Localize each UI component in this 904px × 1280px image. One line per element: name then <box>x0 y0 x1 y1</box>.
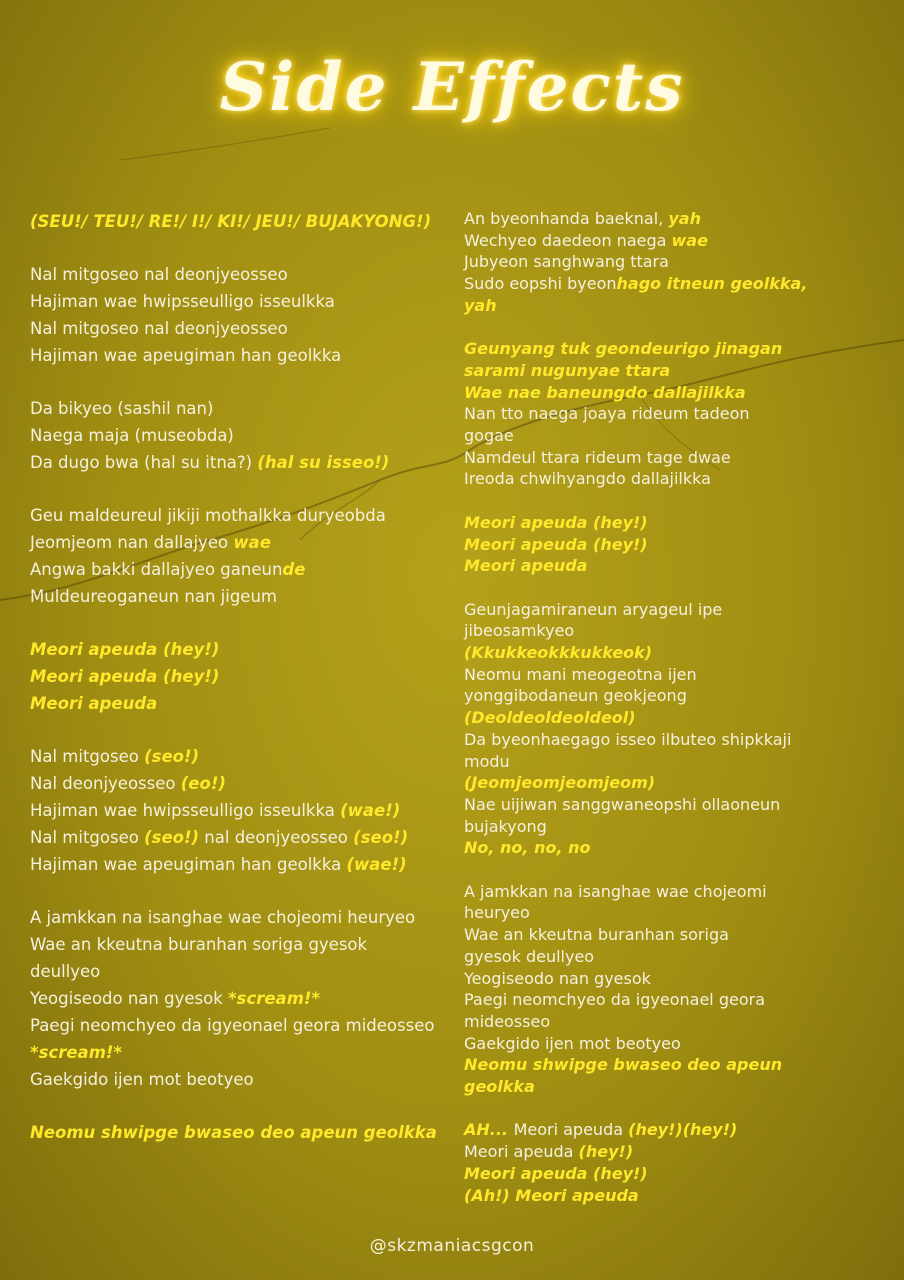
lyric-line <box>30 583 442 610</box>
lyric-text: Meori apeuda <box>464 1142 579 1162</box>
lyric-line <box>464 555 824 577</box>
lyric-text: An byeonhanda baeknal, <box>464 209 669 228</box>
lyric-line <box>464 1033 824 1055</box>
lyric-highlight: *scream!* <box>228 989 321 1008</box>
lyric-line <box>464 1141 824 1163</box>
lyric-highlight: Meori apeuda (hey!) <box>464 1163 648 1183</box>
lyric-highlight: de <box>282 560 306 579</box>
lyric-line <box>30 261 442 288</box>
lyric-highlight: (wae!) <box>340 801 401 820</box>
stanza-break <box>464 490 824 512</box>
lyric-line <box>30 851 442 878</box>
lyric-text: Gaekgido ijen mot beotyeo <box>464 1033 681 1053</box>
lyric-text: Nal mitgoseo nal deonjyeosseo <box>30 265 288 284</box>
lyric-highlight: Meori apeuda (hey!) <box>30 667 220 686</box>
lyric-text: Hajiman wae hwipsseulligo isseulkka <box>30 292 335 311</box>
lyric-highlight: (seo!) <box>144 828 200 847</box>
stanza-break <box>464 317 824 339</box>
lyric-line <box>30 556 442 583</box>
lyric-text: A jamkkan na isanghae wae chojeomi heuryeo <box>30 908 416 927</box>
lyric-line <box>30 636 442 663</box>
lyric-line <box>464 902 824 924</box>
lyric-line <box>464 751 824 773</box>
lyric-highlight: (SEU!/ TEU!/ RE!/ I!/ KI!/ JEU!/ BUJAKYONG!) <box>30 212 432 231</box>
social-handle: @skzmaniacsgcon <box>369 1236 535 1256</box>
lyric-text: Nae uijiwan sanggwaneopshi ollaoneun <box>464 794 781 814</box>
lyric-text: Da dugo bwa (hal su itna?) <box>30 453 258 472</box>
lyric-line <box>30 797 442 824</box>
stanza-break <box>30 476 442 502</box>
lyric-line <box>464 707 824 729</box>
lyric-line <box>30 663 442 690</box>
lyric-line <box>464 1011 824 1033</box>
lyric-line <box>464 338 824 360</box>
lyric-line <box>464 816 824 838</box>
lyric-text: yonggibodaneun geokjeong <box>464 686 687 706</box>
lyric-text: Muldeureoganeun nan jigeum <box>30 587 277 606</box>
lyric-line <box>464 729 824 751</box>
lyric-text: Nan tto naega joaya rideum tadeon <box>464 404 750 424</box>
lyric-line <box>30 395 442 422</box>
lyric-line <box>464 512 824 534</box>
lyric-line <box>464 685 824 707</box>
lyric-line <box>464 447 824 469</box>
lyric-highlight: yah <box>464 295 497 315</box>
lyric-text: Meori apeuda <box>513 1120 629 1140</box>
lyric-line <box>464 360 824 382</box>
lyric-line <box>464 208 824 230</box>
lyric-text: Da byeonhaegago isseo ilbuteo shipkkaji <box>464 729 792 749</box>
lyric-highlight: (Ah!) Meori apeuda <box>464 1185 639 1205</box>
lyric-line <box>464 251 824 273</box>
lyric-line <box>464 881 824 903</box>
lyric-text: Nal mitgoseo nal deonjyeosseo <box>30 319 288 338</box>
stanza-break <box>30 878 442 904</box>
lyric-highlight: (seo!) <box>144 747 200 766</box>
lyric-line <box>30 1119 442 1146</box>
lyric-highlight: wae <box>671 230 708 250</box>
lyric-highlight: No, no, no, no <box>464 838 591 858</box>
lyric-line <box>464 599 824 621</box>
lyric-line <box>464 620 824 642</box>
lyric-line <box>30 1039 442 1066</box>
lyric-line <box>464 468 824 490</box>
lyric-line <box>30 315 442 342</box>
lyric-text: Namdeul ttara rideum tage dwae <box>464 447 731 467</box>
lyric-line <box>30 449 442 476</box>
lyric-line <box>30 529 442 556</box>
stanza-break <box>464 1098 824 1120</box>
lyric-text: Nal mitgoseo <box>30 828 145 847</box>
lyric-highlight: (Deoldeoldeoldeol) <box>464 708 636 728</box>
lyric-line <box>464 295 824 317</box>
lyric-text: gogae <box>464 426 514 446</box>
lyric-highlight: Meori apeuda (hey!) <box>464 534 648 554</box>
lyric-line <box>464 924 824 946</box>
lyric-text: heuryeo <box>464 903 530 923</box>
lyric-line <box>464 664 824 686</box>
lyric-line <box>464 534 824 556</box>
lyric-highlight: (Jeomjeomjeomjeom) <box>464 773 656 793</box>
lyric-line <box>30 904 442 931</box>
lyric-text: Sudo eopshi byeon <box>464 274 617 294</box>
lyric-highlight: (seo!) <box>353 828 409 847</box>
lyric-text: Geu maldeureul jikiji mothalkka duryeobda <box>30 506 386 525</box>
lyric-text: Wae an kkeutna buranhan soriga gyesok <box>30 935 368 954</box>
lyric-text: deullyeo <box>30 962 101 981</box>
lyrics-column-right <box>464 208 824 1206</box>
lyric-text: Hajiman wae apeugiman han geolkka <box>30 346 342 365</box>
lyric-line <box>30 958 442 985</box>
lyric-text: Hajiman wae hwipsseulligo isseulkka <box>30 801 341 820</box>
stanza-break <box>464 577 824 599</box>
lyric-line <box>30 288 442 315</box>
stanza-break <box>30 369 442 395</box>
lyric-text: gyesok deullyeo <box>464 946 595 966</box>
lyric-highlight: Neomu shwipge bwaseo deo apeun geolkka <box>30 1123 437 1142</box>
stanza-break <box>464 859 824 881</box>
lyric-text: Angwa bakki dallajyeo ganeun <box>30 560 283 579</box>
lyric-text: Jubyeon sanghwang ttara <box>464 252 669 272</box>
lyric-line <box>30 1012 442 1039</box>
lyric-line <box>464 1119 824 1141</box>
lyric-highlight: AH... <box>464 1120 514 1140</box>
stanza-break <box>30 717 442 743</box>
lyric-line <box>30 422 442 449</box>
lyric-line <box>464 230 824 252</box>
stanza-break <box>30 235 442 261</box>
lyric-line <box>30 502 442 529</box>
lyric-line <box>464 837 824 859</box>
lyric-highlight: (wae!) <box>346 855 407 874</box>
lyric-line <box>464 946 824 968</box>
lyric-highlight: Neomu shwipge bwaseo deo apeun <box>464 1055 783 1075</box>
lyric-text: Da bikyeo (sashil nan) <box>30 399 214 418</box>
lyric-text: Nal deonjyeosseo <box>30 774 181 793</box>
lyric-highlight: Meori apeuda (hey!) <box>464 512 648 532</box>
lyric-text: Yeogiseodo nan gyesok <box>464 968 651 988</box>
lyric-line <box>30 208 442 235</box>
lyric-text: Wechyeo daedeon naega <box>464 230 672 250</box>
lyric-line <box>464 1076 824 1098</box>
lyric-text: Paegi neomchyeo da igyeonael geora <box>464 990 765 1010</box>
lyric-line <box>30 1066 442 1093</box>
lyric-text: mideosseo <box>464 1011 551 1031</box>
lyric-text: Hajiman wae apeugiman han geolkka <box>30 855 347 874</box>
lyric-highlight: hago itneun geolkka, <box>616 274 808 294</box>
lyric-line <box>464 794 824 816</box>
lyric-line <box>464 968 824 990</box>
lyric-highlight: geolkka <box>464 1077 535 1097</box>
lyric-text: Yeogiseodo nan gyesok <box>30 989 228 1008</box>
lyric-text: Geunjagamiraneun aryageul ipe <box>464 599 723 619</box>
lyric-text: Wae an kkeutna buranhan soriga <box>464 925 729 945</box>
lyric-text: Neomu mani meogeotna ijen <box>464 664 697 684</box>
lyric-highlight: Meori apeuda <box>30 694 158 713</box>
lyric-line <box>30 824 442 851</box>
lyric-line <box>464 425 824 447</box>
lyric-highlight: (hey!)(hey!) <box>628 1120 738 1140</box>
lyric-line <box>30 690 442 717</box>
lyric-line <box>30 342 442 369</box>
lyric-highlight: (eo!) <box>180 774 226 793</box>
lyric-text: bujakyong <box>464 816 547 836</box>
lyric-line <box>464 989 824 1011</box>
lyric-text: nal deonjyeosseo <box>199 828 354 847</box>
stanza-break <box>30 610 442 636</box>
lyric-text: Nal mitgoseo <box>30 747 145 766</box>
lyric-line <box>464 382 824 404</box>
lyric-line <box>30 931 442 958</box>
lyric-line <box>30 743 442 770</box>
lyric-text: Naega maja (museobda) <box>30 426 234 445</box>
lyric-text: jibeosamkyeo <box>464 621 575 641</box>
lyric-highlight: (Kkukkeokkkukkeok) <box>464 643 653 663</box>
lyric-highlight: sarami nugunyae ttara <box>464 360 671 380</box>
lyric-line <box>464 1185 824 1207</box>
lyric-highlight: Meori apeuda <box>464 556 588 576</box>
lyric-highlight: (hal su isseo!) <box>257 453 390 472</box>
lyric-highlight: *scream!* <box>30 1043 123 1062</box>
lyric-line <box>464 642 824 664</box>
lyric-line <box>464 1054 824 1076</box>
lyric-text: Paegi neomchyeo da igyeonael geora mideosseo <box>30 1016 435 1035</box>
lyric-text: A jamkkan na isanghae wae chojeomi <box>464 881 767 901</box>
lyric-line <box>464 273 824 295</box>
lyrics-column-left <box>30 208 442 1146</box>
lyric-highlight: yah <box>668 209 701 228</box>
lyric-line <box>464 403 824 425</box>
lyric-highlight: Geunyang tuk geondeurigo jinagan <box>464 339 783 359</box>
lyric-highlight: wae <box>233 533 271 552</box>
lyric-highlight: (hey!) <box>578 1142 634 1162</box>
lyric-highlight: Wae nae baneungdo dallajilkka <box>464 382 746 402</box>
lyric-text: Ireoda chwihyangdo dallajilkka <box>464 469 711 489</box>
lyric-line <box>464 1163 824 1185</box>
page-title: Side Effects <box>219 48 685 126</box>
lyric-highlight: Meori apeuda (hey!) <box>30 640 220 659</box>
lyric-text: Jeomjeom nan dallajyeo <box>30 533 234 552</box>
lyric-line <box>30 985 442 1012</box>
lyric-text: Gaekgido ijen mot beotyeo <box>30 1070 254 1089</box>
stanza-break <box>30 1093 442 1119</box>
lyric-line <box>464 772 824 794</box>
lyric-line <box>30 770 442 797</box>
lyric-text: modu <box>464 751 510 771</box>
